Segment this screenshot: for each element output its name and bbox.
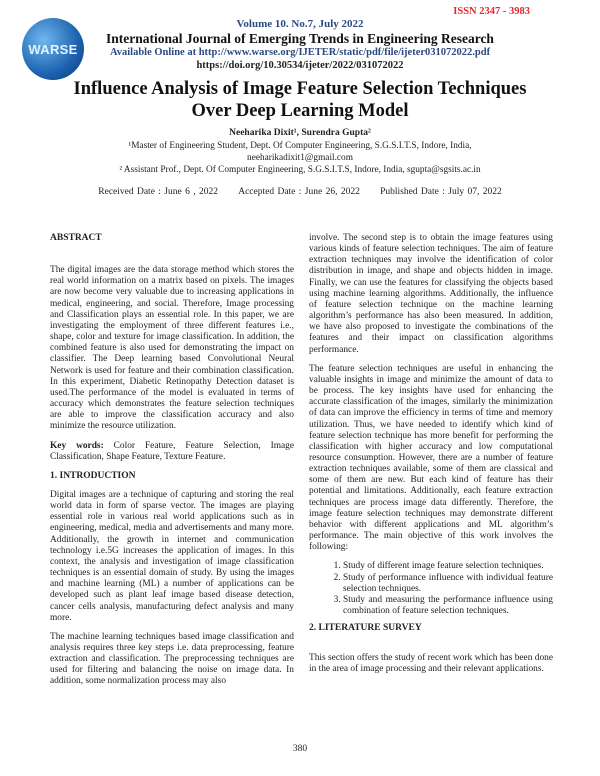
objective-item: 3. Study and measuring the performance influence using combination of feature selection techniques.	[343, 595, 553, 617]
left-column	[50, 233, 294, 696]
dates	[0, 187, 600, 197]
objective-item: 2. Study of performance influence with individual feature selection techniques.	[343, 573, 553, 595]
page-number: 380	[292, 744, 308, 754]
volume-info: Volume 10. No.7, July 2022	[236, 18, 364, 30]
available-link[interactable]: Available Online at http://www.warse.org/IJETER/static/pdf/file/ijeter031072022.pdf	[109, 47, 491, 58]
intro-paragraph: involve. The second step is to obtain the image features using various kinds of feature selection techniques. The aim of feature extraction techniques may involve the identification of color distribution in image, and shape and objects hidden in image. Finally, we can use the features for classifying the objects based using machine learning algorithms. Additionally, the influence of feature selection technique on the machine learning algorithm’s performance has also been measured. In addition, we have also proposed to investigate the combinations of the features and their impact on classification algorithms performance.	[309, 233, 553, 355]
doi-link[interactable]: https://doi.org/10.30534/ijeter/2022/031072022	[196, 60, 404, 71]
abstract-text: The digital images are the data storage method which stores the real world information on a matrix based on pixels. The images are now become very valuable due to increasing applications in medical, engineering, and social. Therefore, Image processing and Classification plays an essential role. In this paper, we are investigating the employment of three different features i.e., shape, color and texture for image classification. In addition, the combined feature is also used for demonstrating the impact on classifier. The Deep learning based Convolutional Neural Network is used for feature and their combination classification. In this experiment, Diabetic Retinopathy Detection dataset is used.The performance of the model is evaluated in terms of accuracy which demonstrates the feature selection techniques are able to improve the classification accuracy and also minimize the resource utilization.	[50, 265, 294, 432]
authors: Neeharika Dixit¹, Surendra Gupta²	[229, 128, 371, 138]
email-1: neeharikadixit1@gmail.com	[247, 153, 353, 163]
published-date: Published Date : July 07, 2022	[380, 187, 502, 197]
received-date: Received Date : June 6 , 2022	[98, 187, 218, 197]
title-line: Over Deep Learning Model	[191, 101, 409, 121]
right-column	[309, 233, 553, 684]
intro-paragraph: The machine learning techniques based image classification and analysis requires three key steps i.e. data preprocessing, feature extraction and classification. The preprocessing techniques are used for filtering and balancing the noise on image data. In addition, some normalization process may also	[50, 631, 294, 687]
intro-paragraph: Digital images are a technique of capturing and storing the real world data in form of sparse vector. The images are playing essential role in various real world applications such as in engineering, medical, media and advertisements and many more. Additionally, the growth in internet and communication technology i.e.5G increases the application of images. In this context, the analysis and investigation of image classification techniques is an essential domain of study. By using the images and machine learning (ML) a number of applications can be developed such as plant leaf image based disease detection, cancer cells analysis, manufacturing defect analysis and many more.	[50, 489, 294, 623]
literature-paragraph: This section offers the study of recent work which has been done in the area of image processing and their relevant applications.	[309, 653, 553, 675]
keywords-text: Color Feature, Feature Selection, Image Classification, Shape Feature, Texture Feature.	[50, 440, 295, 462]
affiliation-1: ¹Master of Engineering Student, Dept. Of Computer Engineering, S.G.S.I.T.S, Indore, India,	[128, 141, 472, 151]
intro-heading: 1. INTRODUCTION	[50, 470, 136, 481]
objectives-list	[327, 561, 553, 617]
issn: ISSN 2347 - 3983	[453, 6, 530, 17]
journal-name: International Journal of Emerging Trends in Engineering Research	[106, 31, 494, 46]
affiliation-2: ² Assistant Prof., Dept. Of Computer Engineering, S.G.S.I.T.S, Indore, India, sgupta@sgsits.ac.in	[119, 165, 481, 175]
accepted-date: Accepted Date : June 26, 2022	[238, 187, 360, 197]
paper-title	[0, 78, 600, 122]
logo-text: WARSE	[28, 41, 78, 57]
literature-heading: 2. LITERATURE SURVEY	[309, 623, 422, 634]
abstract-heading: ABSTRACT	[50, 233, 102, 243]
objective-item: 1. Study of different image feature selection techniques.	[343, 561, 553, 572]
intro-paragraph: The feature selection techniques are useful in enhancing the valuable insights in image and minimize the amount of data to be process. The key insights have used for enhancing the accurate classification of the images, similarly the minimization of data can improve the efficiency in terms of time and memory utilization. Thus, we have needed to identify which kind of feature selection technique has more benefit for performing the classification with higher accuracy and low computational resource consumption. However, there are a number of feature extraction techniques available, some of them are classical and some of them are new. But each kind of feature has their potential and limitations. Additionally, each feature extraction techniques are process image data differently. Therefore, the image feature selection techniques may demonstrate different behavior with different applications and ML algorithm’s performance. The main objective of this work involves the following:	[309, 363, 553, 553]
keywords-label: Key words:	[50, 440, 104, 451]
keywords	[50, 441, 294, 463]
title-line: Influence Analysis of Image Feature Selection Techniques	[73, 79, 527, 99]
